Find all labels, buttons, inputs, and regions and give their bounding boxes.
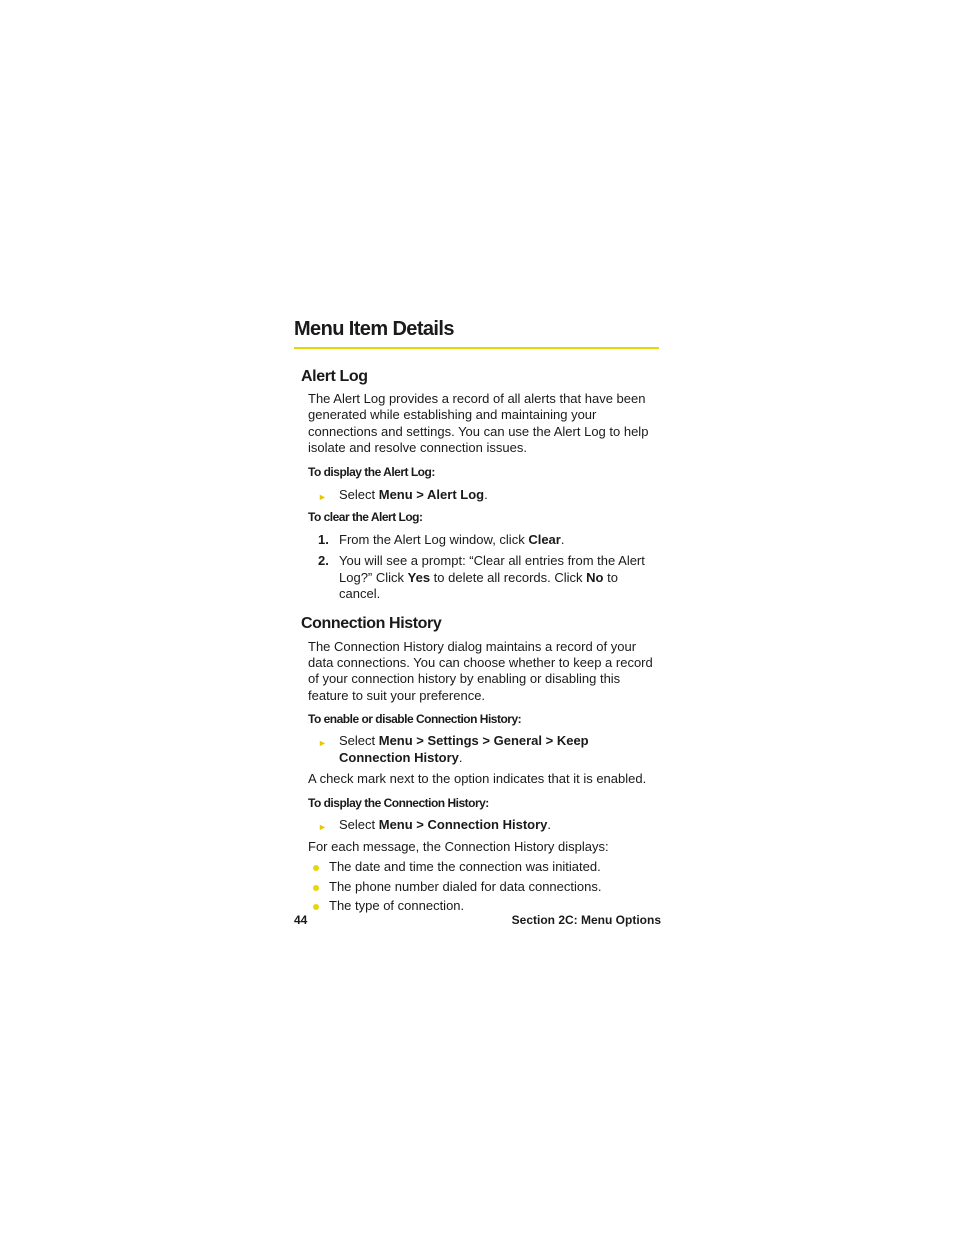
connection-history-intro: The Connection History dialog maintains a record of your data connections. You can choose whether to keep a record of your connection history by enabling or disabling this feature to suit your preference. [308, 638, 653, 703]
section-title: Section 2C: Menu Options [511, 913, 661, 927]
page-title: Menu Item Details [294, 318, 454, 340]
connection-history-section [294, 639, 660, 915]
list-item: The phone number dialed for data connections. [308, 879, 660, 895]
bullet-icon [313, 865, 319, 871]
connection-history-heading: Connection History [301, 614, 442, 632]
page-number: 44 [294, 913, 308, 927]
connection-history-toggle-label: To enable or disable Connection History: [308, 712, 522, 727]
alert-log-section [294, 391, 660, 603]
arrow-icon: ► [318, 821, 327, 832]
arrow-icon: ► [318, 738, 327, 749]
list-intro: For each message, the Connection History displays: [308, 838, 609, 854]
page-content [294, 316, 660, 915]
connection-history-toggle-step: ► Select Menu > Settings > General > Keep Connection History. [318, 733, 589, 765]
check-note: A check mark next to the option indicates that it is enabled. [308, 771, 647, 787]
bullet-icon [313, 885, 319, 891]
alert-log-heading: Alert Log [301, 368, 368, 385]
menu-path: Menu > Alert Log [378, 486, 485, 502]
menu-path: Menu > Connection History [378, 816, 548, 832]
connection-history-display-label: To display the Connection History: [308, 795, 489, 810]
alert-log-display-step: ► Select Menu > Alert Log. [308, 487, 660, 503]
alert-log-display-label: To display the Alert Log: [308, 464, 435, 479]
alert-log-intro: The Alert Log provides a record of all alerts that have been generated while establishing and maintaining your connections and settings. You can use the Alert Log to help isolate and resolve connection issues. [308, 391, 649, 456]
arrow-icon: ► [318, 491, 327, 502]
connection-history-display-step: ► Select Menu > Connection History. [308, 817, 660, 833]
alert-log-clear-label: To clear the Alert Log: [308, 510, 423, 525]
list-item: The date and time the connection was initiated. [308, 859, 660, 875]
bullet-icon [313, 904, 319, 910]
list-item: The type of connection. [308, 898, 660, 914]
alert-log-clear-step-2: 2. You will see a prompt: “Clear all entries from the Alert Log?” Click Yes to delete all records. Click No to cancel. [318, 553, 645, 602]
alert-log-clear-step-1: 1. From the Alert Log window, click Clear. [318, 532, 565, 548]
menu-path: Menu > Settings > General > Keep Connection History [339, 733, 589, 765]
